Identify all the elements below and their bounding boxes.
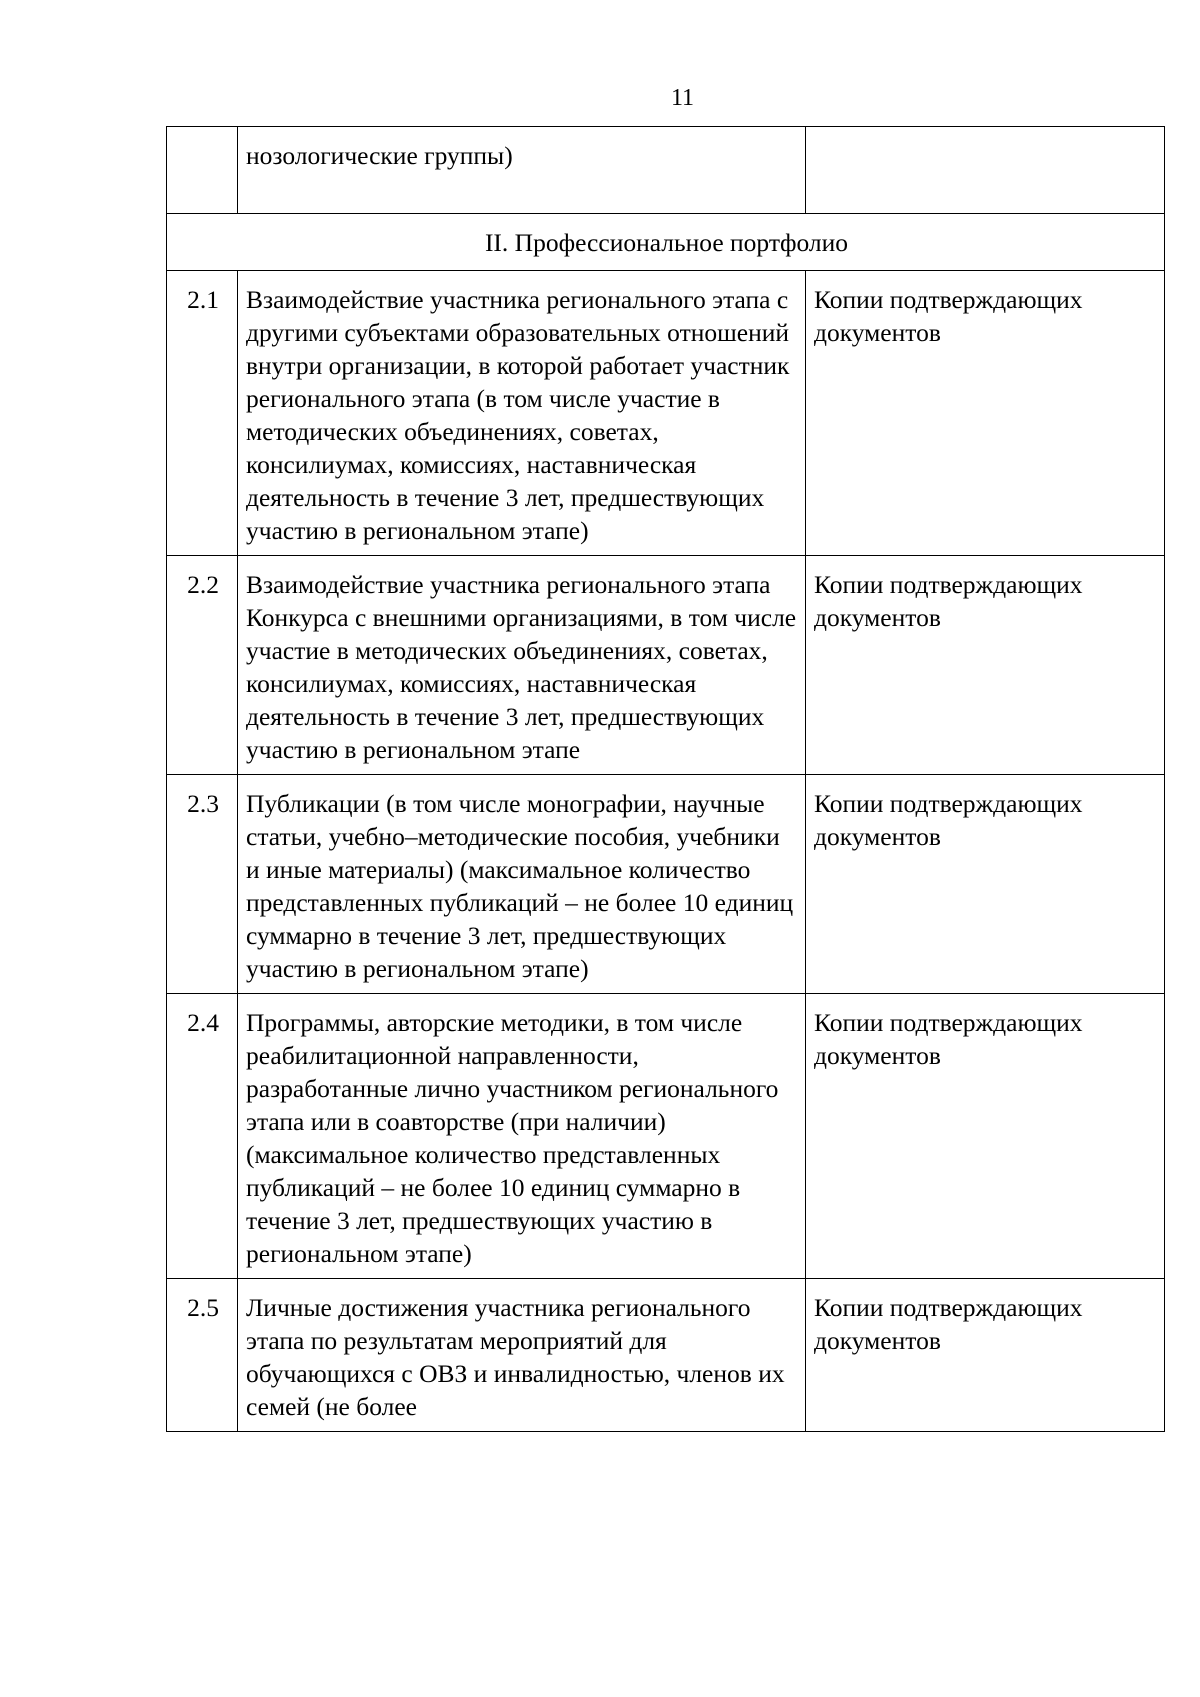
row-number: 2.1 xyxy=(167,271,238,556)
row-documents xyxy=(806,127,1165,214)
row-documents: Копии подтверждающих документов xyxy=(806,775,1165,994)
table-row-continuation xyxy=(167,127,1165,214)
table-row xyxy=(167,994,1165,1279)
row-description: Личные достижения участника регионального этапа по результатам мероприятий для обучающихся с ОВЗ и инвалидностью, членов их семей (не более xyxy=(238,1279,806,1432)
row-description: Взаимодействие участника регионального этапа с другими субъектами образовательных отношений внутри организации, в которой работает участник регионального этапа (в том числе участие в методических объединениях, советах, консилиумах, комиссиях, наставническая деятельность в течение 3 лет, предшествующих участию в региональном этапе) xyxy=(238,271,806,556)
row-number: 2.5 xyxy=(167,1279,238,1432)
row-number xyxy=(167,127,238,214)
page-number: 11 xyxy=(670,85,695,111)
row-description: Публикации (в том числе монографии, научные статьи, учебно–методические пособия, учебники и иные материалы) (максимальное количество представленных публикаций – не более 10 единиц суммарно в течение 3 лет, предшествующих участию в региональном этапе) xyxy=(238,775,806,994)
row-documents: Копии подтверждающих документов xyxy=(806,1279,1165,1432)
row-documents: Копии подтверждающих документов xyxy=(806,271,1165,556)
table-row xyxy=(167,271,1165,556)
row-description: Взаимодействие участника регионального этапа Конкурса с внешними организациями, в том числе участие в методических объединениях, советах, консилиумах, комиссиях, наставническая деятельность в течение 3 лет, предшествующих участию в региональном этапе xyxy=(238,556,806,775)
row-description: нозологические группы) xyxy=(238,127,806,214)
row-number: 2.2 xyxy=(167,556,238,775)
row-documents: Копии подтверждающих документов xyxy=(806,556,1165,775)
row-number: 2.4 xyxy=(167,994,238,1279)
portfolio-table xyxy=(166,126,1165,1432)
section-title: II. Профессиональное портфолио xyxy=(167,214,1165,271)
row-number: 2.3 xyxy=(167,775,238,994)
table-row xyxy=(167,556,1165,775)
row-description: Программы, авторские методики, в том числе реабилитационной направленности, разработанные лично участником регионального этапа или в соавторстве (при наличии) (максимальное количество представленных публикаций – не более 10 единиц суммарно в течение 3 лет, предшествующих участию в региональном этапе) xyxy=(238,994,806,1279)
row-documents: Копии подтверждающих документов xyxy=(806,994,1165,1279)
table-row xyxy=(167,775,1165,994)
table-row xyxy=(167,1279,1165,1432)
section-header-row xyxy=(167,214,1165,271)
